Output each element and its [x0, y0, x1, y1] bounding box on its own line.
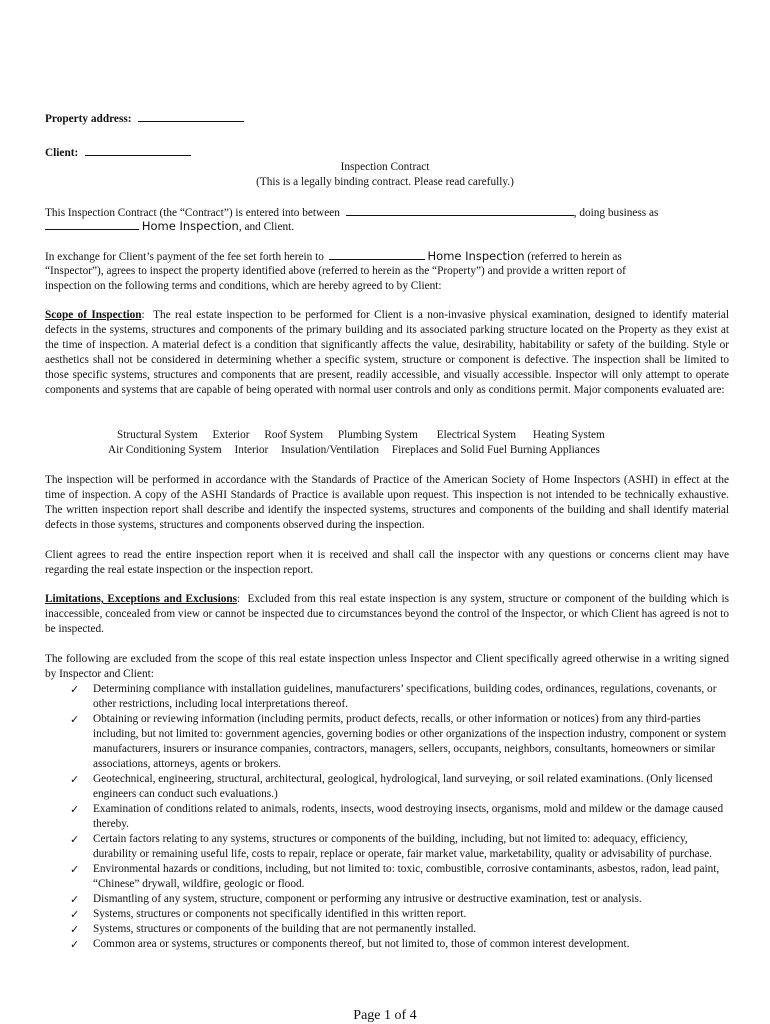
client-label: Client:: [45, 147, 79, 159]
property-address-field[interactable]: [138, 110, 244, 122]
party-name-field[interactable]: [346, 204, 574, 216]
component-interior: Interior: [234, 444, 269, 456]
agree-paragraph: Client agrees to read the entire inspection report when it is received and shall call the inspector with any questions or concerns client may have regarding the real estate inspection or the inspection report.: [45, 549, 729, 576]
page-number: Page 1 of 4: [353, 1008, 417, 1023]
list-item: ✓ Common area or systems, structures or components thereof, but not limited to, those of common interest development.: [70, 938, 630, 951]
inspector-name-field[interactable]: [329, 248, 425, 260]
limitations-heading: Limitations, Exceptions and Exclusions: [45, 593, 238, 605]
exclusions-list: [70, 682, 730, 952]
intro-text-a: This Inspection Contract (the “Contract”) is entered into between: [45, 207, 340, 219]
excluded-intro: The following are excluded from the scope of this real estate inspection unless Inspector and Client specifically agreed otherwise in a writing signed by Inspector and Client:: [45, 653, 729, 680]
scope-paragraph: Scope of Inspection: The real estate inspection to be performed for Client is a non-invasive physical examination, designed to identify material defects in the systems, structures and components of the primary building and its associated parking structure located on the Property as they exist at the time of inspection. A material defect is a condition that significantly affects the value, desirability, habitability or safety of the building. Style or aesthetics shall not be considered in determining whether a specific system, structure or component is defective. The inspection shall be limited to those specific systems, structures and components that are present, readily accessible, and visually accessible. Inspector will only attempt to operate components and systems that are capable of being operated with normal user controls and only as conditions permit. Major components evaluated are:: [45, 309, 729, 396]
components-row-1: [117, 428, 605, 443]
checkmark-icon: ✓: [70, 713, 80, 726]
list-item: ✓ Certain factors relating to any systems, structures or components of the building, including, but not limited to: adequacy, efficiency, durability or remaining useful life, costs to repair, replace or operate, fair market value, marketability, quality or advisability of purchase.: [70, 833, 712, 860]
list-item: ✓ Obtaining or reviewing information (including permits, product defects, recalls, or other information or notices) from any third-parties including, but not limited to: government agencies, governing bodies or other organizations of the inspection industry, component or system manufacturers, insurers or insurance companies, contractors, managers, sellers, occupants, neighbors, consultants, homeowners or similar associations, attorneys, agents or brokers.: [70, 713, 727, 770]
checkmark-icon: ✓: [70, 938, 80, 951]
client-field[interactable]: [85, 144, 191, 156]
checkmark-icon: ✓: [70, 893, 80, 906]
intro-text-c: , and Client.: [238, 221, 295, 233]
components-row-2: [108, 443, 600, 458]
client-row: [45, 144, 191, 161]
fee-text-b: (referred to herein as: [527, 251, 622, 263]
checkmark-icon: ✓: [70, 803, 80, 816]
scope-heading: Scope of Inspection: [45, 309, 142, 321]
checkmark-icon: ✓: [70, 923, 80, 936]
component-ac: Air Conditioning System: [108, 444, 222, 456]
list-item: ✓ Determining compliance with installation guidelines, manufacturers’ specifications, building codes, ordinances, regulations, covenants, or other restrictions, including local interpretations thereof.: [70, 683, 717, 710]
component-insulation: Insulation/Ventilation: [281, 444, 380, 456]
contract-subtitle: (This is a legally binding contract. Please read carefully.): [256, 176, 514, 188]
checkmark-icon: ✓: [70, 833, 80, 846]
component-structural: Structural System: [117, 429, 198, 441]
fee-line-2: “Inspector”), agrees to inspect the property identified above (referred to herein as the “Property”) and provide a written report of: [45, 265, 626, 277]
checkmark-icon: ✓: [70, 863, 80, 876]
contract-title: Inspection Contract: [340, 161, 430, 173]
checkmark-icon: ✓: [70, 773, 80, 786]
limitations-paragraph: Limitations, Exceptions and Exclusions: Excluded from this real estate inspection is any system, structure or component of the building which is inaccessible, concealed from view or cannot be inspected due to circumstances beyond the control of the Inspector, or which Client has agreed is not to be inspected.: [45, 593, 730, 635]
company-name: Home Inspection: [141, 219, 239, 233]
checkmark-icon: ✓: [70, 908, 80, 921]
list-item: ✓ Systems, structures or components of the building that are not permanently installed.: [70, 923, 477, 936]
list-item: ✓ Systems, structures or components not specifically identified in this written report.: [70, 908, 467, 921]
intro-text-b: , doing business as: [573, 207, 659, 219]
checkmark-icon: ✓: [70, 683, 80, 696]
fee-text-a: In exchange for Client’s payment of the fee set forth herein to: [45, 251, 324, 263]
fee-line-3: inspection on the following terms and conditions, which are hereby agreed to by Client:: [45, 280, 442, 292]
list-item: ✓ Examination of conditions related to animals, rodents, insects, wood destroying insects, organisms, mold and mildew or the damage caused thereby.: [70, 803, 724, 830]
company-name-2: Home Inspection: [427, 249, 525, 263]
component-exterior: Exterior: [212, 429, 250, 441]
list-item: ✓ Dismantling of any system, structure, component or performing any intrusive or destructive examination, test or analysis.: [70, 893, 642, 906]
limitations-text: Excluded from this real estate inspection is any system, structure or component of the building which is inaccessible, concealed from view or cannot be inspected due to circumstances beyond the control of the Inspector, or which Client has agreed is not to be inspected.: [45, 593, 730, 635]
component-plumbing: Plumbing System: [337, 429, 418, 441]
list-item: ✓ Geotechnical, engineering, structural, architectural, geological, hydrological, land surveying, or soil related examinations. (Only licensed engineers can conduct such evaluations.): [70, 773, 713, 800]
dba-field[interactable]: [45, 218, 139, 230]
fee-line-1: [45, 248, 622, 265]
component-electrical: Electrical System: [436, 429, 517, 441]
component-fireplaces: Fireplaces and Solid Fuel Burning Appliances: [391, 444, 600, 456]
scope-text: The real estate inspection to be performed for Client is a non-invasive physical examination, designed to identify material defects in the systems, structures and components of the primary building and its associated parking structure located on the Property as they exist at the time of inspection. A material defect is a condition that significantly affects the value, desirability, habitability or safety of the building. Style or aesthetics shall not be considered in determining whether a specific system, structure or component is defective. The inspection shall be limited to those specific systems, structures and components that are present, readily accessible, and visually accessible. Inspector will only attempt to operate components and systems that are capable of being operated with normal user controls and only as conditions permit. Major components evaluated are:: [45, 309, 729, 396]
component-roof: Roof System: [264, 429, 323, 441]
property-address-label: Property address:: [45, 113, 132, 125]
property-address-row: [45, 110, 244, 127]
intro-line-2: [45, 218, 294, 235]
list-item: ✓ Environmental hazards or conditions, including, but not limited to: toxic, combustible, corrosive contaminants, asbestos, radon, lead paint, “Chinese” drywall, wildfire, geologic or flood.: [70, 863, 720, 890]
standards-paragraph: The inspection will be performed in accordance with the Standards of Practice of the American Society of Home Inspectors (ASHI) in effect at the time of inspection. A copy of the ASHI Standards of Practice is available upon request. This inspection is not intended to be technically exhaustive. The written inspection report shall describe and identify the inspected systems, structures and components of the building and shall identify material defects in those systems, structures and components observed during the inspection.: [45, 474, 729, 531]
component-heating: Heating System: [532, 429, 605, 441]
